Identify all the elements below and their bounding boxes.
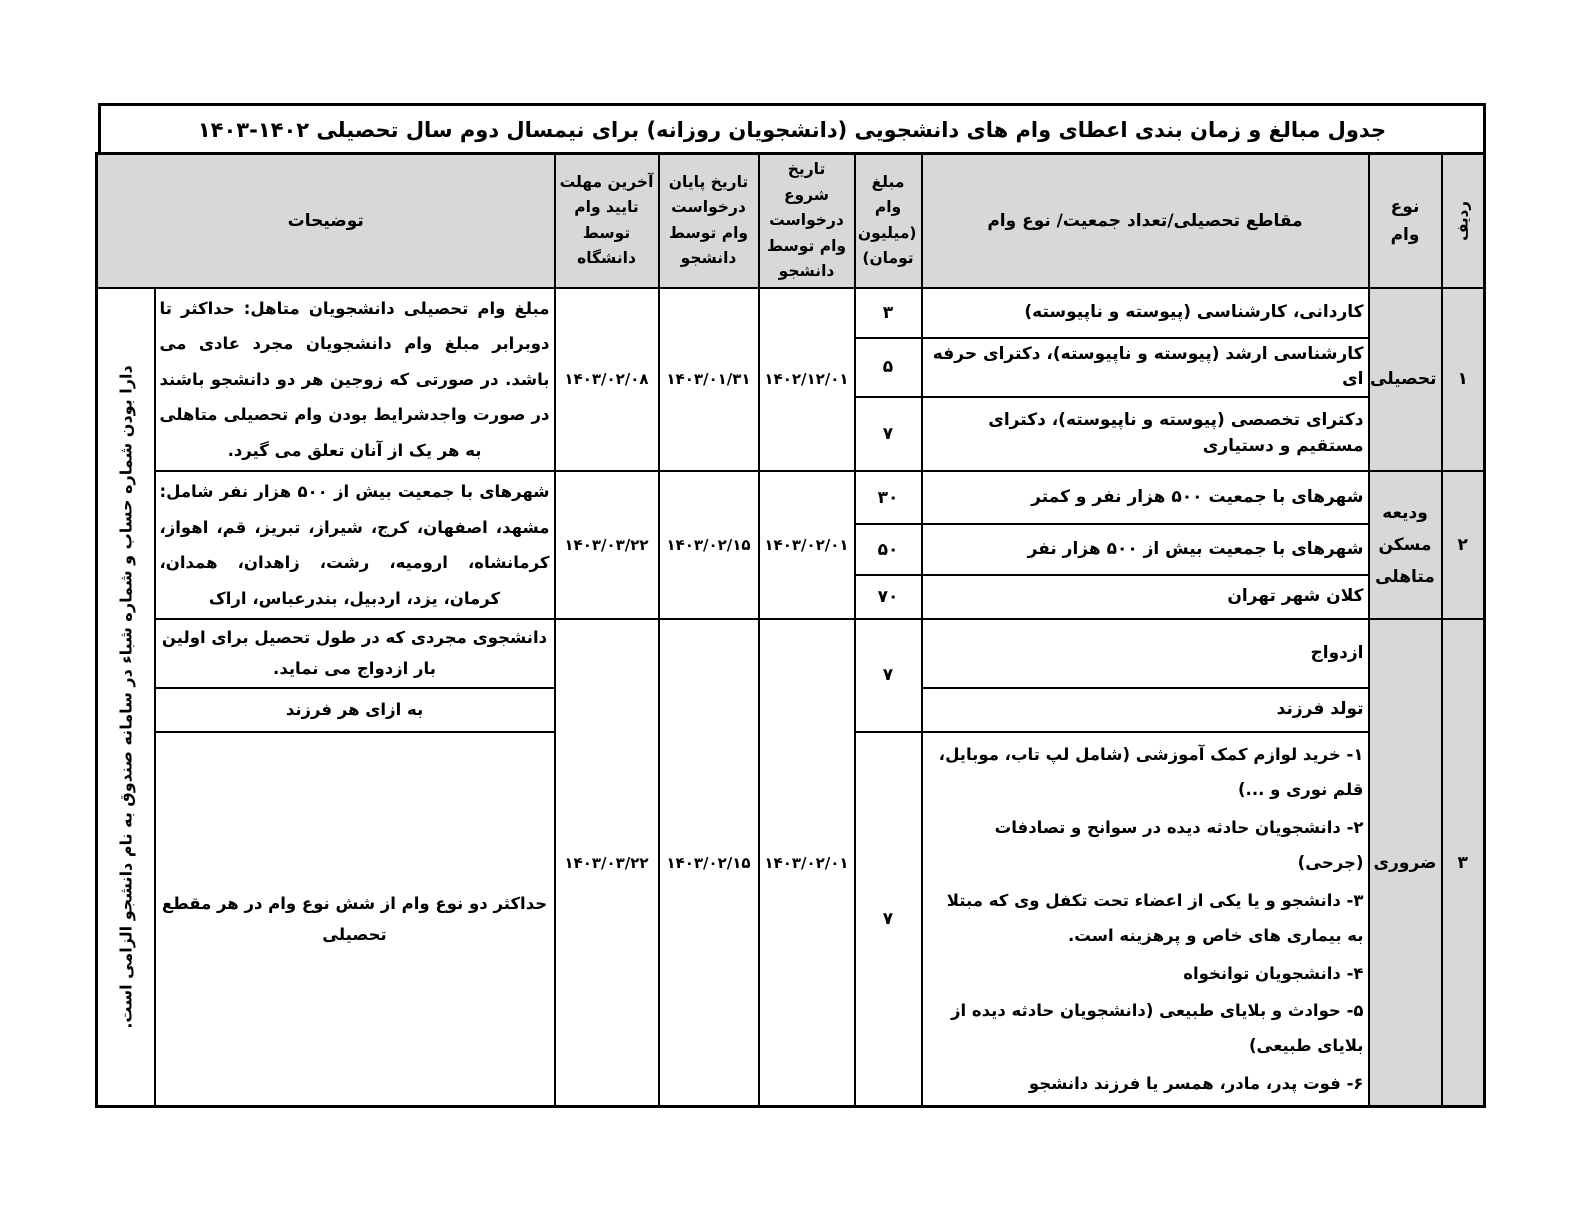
row2-level-1: شهرهای با جمعیت ۵۰۰ هزار نفر و کمتر <box>922 471 1369 524</box>
row3-emergency-items <box>922 732 1369 1107</box>
row1-amount-2: ۵ <box>855 338 922 397</box>
row3-start-date: ۱۴۰۳/۰۲/۰۱ <box>759 619 855 1107</box>
row2-end-date: ۱۴۰۳/۰۲/۱۵ <box>659 471 759 619</box>
row3-number: ۳ <box>1442 619 1485 1107</box>
row1-level-2: کارشناسی ارشد (پیوسته و ناپیوسته)، دکترای حرفه ای <box>922 338 1369 397</box>
row2-amount-3: ۷۰ <box>855 575 922 619</box>
row1-level-3: دکترای تخصصی (پیوسته و ناپیوسته)، دکترای مستقیم و دستیاری <box>922 397 1369 472</box>
table-header-row <box>96 154 1484 288</box>
emergency-item: ۲- دانشجویان حادثه دیده در سوانح و تصادفات (جرحی) <box>994 817 1364 873</box>
row3-marriage-birth-amount: ۷ <box>855 619 922 732</box>
row2-level-3: کلان شهر تهران <box>922 575 1369 619</box>
column-header-start-date: تاریخ شروع درخواست وام توسط دانشجو <box>759 154 855 288</box>
row1-level-1: کاردانی، کارشناسی (پیوسته و ناپیوسته) <box>922 288 1369 338</box>
row-number-header-label: ردیف <box>1453 200 1472 241</box>
column-header-levels: مقاطع تحصیلی/تعداد جمعیت/ نوع وام <box>922 154 1369 288</box>
column-header-amount: مبلغ وام (میلیون تومان) <box>855 154 922 288</box>
row3-birth-label: تولد فرزند <box>922 688 1369 732</box>
row2-notes: شهرهای با جمعیت بیش از ۵۰۰ هزار نفر شامل: مشهد، اصفهان، کرج، شیراز، تبریز، قم، اهواز، کرمانشاه، ارومیه، رشت، زاهدان، همدان، کرمان، یزد، اردبیل، بندرعباس، اراک <box>155 471 555 619</box>
row3-emergency-amount: ۷ <box>855 732 922 1107</box>
row3-emergency-note: حداکثر دو نوع وام از شش نوع وام در هر مقطع تحصیلی <box>155 732 555 1107</box>
side-note-text: دارا بودن شماره حساب و شماره شباء در سامانه صندوق به نام دانشجو الزامی است. <box>116 365 136 1029</box>
emergency-item: ۴- دانشجویان توانخواه <box>1183 963 1364 983</box>
row1-amount-1: ۳ <box>855 288 922 338</box>
row1-number: ۱ <box>1442 288 1485 471</box>
table-row <box>96 288 1484 338</box>
emergency-item: ۳- دانشجو و یا یکی از اعضاء تحت تکفل وی که مبتلا به بیماری های خاص و پرهزینه است. <box>946 890 1364 946</box>
row2-amount-2: ۵۰ <box>855 524 922 575</box>
row3-birth-note: به ازای هر فرزند <box>155 688 555 732</box>
row2-start-date: ۱۴۰۳/۰۲/۰۱ <box>759 471 855 619</box>
row3-marriage-note: دانشجوی مجردی که در طول تحصیل برای اولین بار ازدواج می نماید. <box>155 619 555 688</box>
row1-notes: مبلغ وام تحصیلی دانشجویان متاهل: حداکثر تا دوبرابر مبلغ وام دانشجویان مجرد عادی می باشد. در صورتی که زوجین هر دو دانشجو باشند در صورت واجدشرایط بودن وام تحصیلی متاهلی به هر یک از آنان تعلق می گیرد. <box>155 288 555 471</box>
row1-start-date: ۱۴۰۲/۱۲/۰۱ <box>759 288 855 471</box>
loan-schedule-document <box>98 103 1486 1108</box>
column-header-loan-type: نوع وام <box>1369 154 1442 288</box>
side-note-cell <box>96 288 154 1107</box>
loan-schedule-table <box>95 152 1486 1108</box>
column-header-row-number <box>1442 154 1485 288</box>
table-row <box>96 471 1484 524</box>
document-title: جدول مبالغ و زمان بندی اعطای وام های دانشجویی (دانشجویان روزانه) برای نیمسال دوم سال تحصیلی ۱۴۰۲-۱۴۰۳ <box>98 103 1486 155</box>
row2-deadline: ۱۴۰۳/۰۳/۲۲ <box>555 471 659 619</box>
row2-amount-1: ۳۰ <box>855 471 922 524</box>
row2-number: ۲ <box>1442 471 1485 619</box>
row1-deadline: ۱۴۰۳/۰۲/۰۸ <box>555 288 659 471</box>
row1-amount-3: ۷ <box>855 397 922 472</box>
row1-end-date: ۱۴۰۳/۰۱/۳۱ <box>659 288 759 471</box>
emergency-item: ۵- حوادث و بلایای طبیعی (دانشجویان حادثه دیده از بلایای طبیعی) <box>950 1001 1364 1056</box>
row2-loan-type: ودیعه مسکن متاهلی <box>1369 471 1442 619</box>
row3-marriage-label: ازدواج <box>922 619 1369 688</box>
row3-end-date: ۱۴۰۳/۰۲/۱۵ <box>659 619 759 1107</box>
row3-loan-type: ضروری <box>1369 619 1442 1107</box>
column-header-notes: توضیحات <box>96 154 554 288</box>
row2-level-2: شهرهای با جمعیت بیش از ۵۰۰ هزار نفر <box>922 524 1369 575</box>
row3-deadline: ۱۴۰۳/۰۳/۲۲ <box>555 619 659 1107</box>
emergency-item: ۶- فوت پدر، مادر، همسر یا فرزند دانشجو <box>1028 1073 1364 1093</box>
table-row <box>96 619 1484 688</box>
column-header-end-date: تاریخ پایان درخواست وام توسط دانشجو <box>659 154 759 288</box>
column-header-deadline: آخرین مهلت تایید وام توسط دانشگاه <box>555 154 659 288</box>
row1-loan-type: تحصیلی <box>1369 288 1442 471</box>
emergency-item: ۱- خرید لوازم کمک آموزشی (شامل لپ تاب، موبایل، قلم نوری و ...) <box>938 744 1364 800</box>
